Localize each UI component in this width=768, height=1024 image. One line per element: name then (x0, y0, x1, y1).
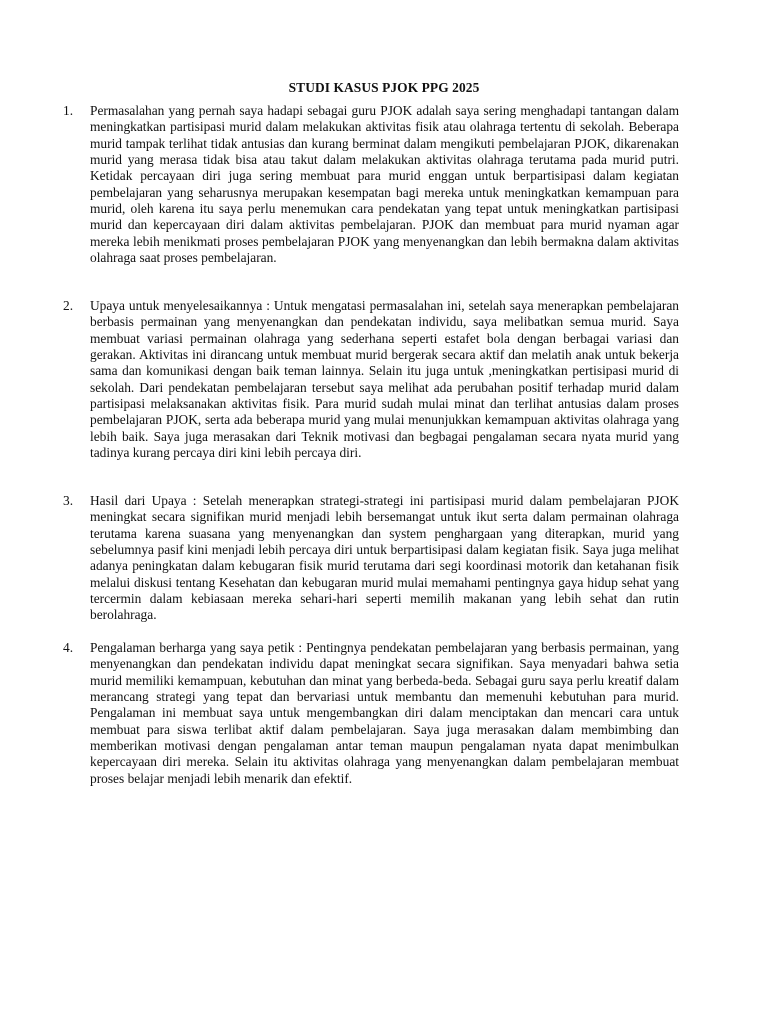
numbered-item (63, 640, 679, 787)
item-number: 1. (63, 103, 74, 118)
item-paragraph: Pengalaman berharga yang saya petik : Pentingnya pendekatan pembelajaran yang berbasis permainan, yang menyenangkan dan pendekatan individu dapat meningkat secara signifikan. Saya menyadari bahwa setia murid memiliki kemampuan, kebutuhan dan minat yang berbeda-beda. Sebagai guru saya perlu kreatif dalam merancang strategi yang tepat dan bervariasi untuk membantu dan memenuhi kebutuhan para murid. Pengalaman ini membuat saya untuk mengembangkan diri dalam menciptakan dan mencari cara untuk membuat para siswa terlibat aktif dalam pembelajaran. Saya juga merasakan dalam membimbing dan memberikan motivasi dengan pengalaman antar teman maupun pengalaman nyata dapat menimbulkan kepercayaan diri mereka. Selain itu aktivitas olahraga yang menyenangkan dalam pembelajaran membuat proses belajar menjadi lebih menarik dan efektif. (90, 640, 679, 786)
numbered-item (63, 298, 679, 461)
numbered-item (63, 493, 679, 624)
item-paragraph: Permasalahan yang pernah saya hadapi sebagai guru PJOK adalah saya sering menghadapi tantangan dalam meningkatkan partisipasi murid dalam melakukan aktivitas fisik atau olahraga tertentu di sekolah. Beberapa murid tampak terlihat tidak antusias dan kurang berminat dalam mengikuti pembelajaran PJOK, dikarenakan murid yang merasa tidak bisa atau takut dalam melakukan aktivitas olahraga terutama pada murid putri. Ketidak percayaan diri juga sering membuat para murid enggan untuk berpartisipasi dalam kegiatan pembelajaran yang seharusnya merupakan kesempatan bagi mereka untuk meningkatkan kemampuan para murid, oleh karena itu saya perlu menemukan cara pendekatan yang tepat untuk meningkatkan partisipasi murid dan kepercayaan diri dalam aktivitas pembelajaran. PJOK dan membuat para murid nyaman agar mereka lebih menikmati proses pembelajaran PJOK yang menyenangkan dan lebih bermakna dalam aktivitas olahraga saat proses pembelajaran. (90, 103, 679, 265)
item-number: 3. (63, 493, 74, 508)
document-title: STUDI KASUS PJOK PPG 2025 (288, 80, 480, 95)
item-paragraph: Upaya untuk menyelesaikannya : Untuk mengatasi permasalahan ini, setelah saya menerapkan pembelajaran berbasis permainan yang menyenangkan dan pendekatan individu, saya melibatkan semua murid. Saya membuat variasi permainan olahraga yang sederhana seperti estafet bola dengan berbagai variasi dan gerakan. Aktivitas ini dirancang untuk membuat murid bergerak secara aktif dan melatih anak untuk bekerja sama dan komunikasi dengan baik teman lainnya. Selain itu juga untuk ,meningkatkan pertisipasi murid di sekolah. Dari pendekatan pembelajaran tersebut saya melihat ada perubahan positif terhadap murid dalam partisipasi melaksanakan aktivitas fisik. Para murid sudah mulai minat dan terlihat antusias dalam proses pembelajaran PJOK, serta ada beberapa murid yang mulai menunjukkan kemampuan aktivitas olahraga yang lebih baik. Saya juga merasakan dari Teknik motivasi dan begbagai pengalaman secara nyata murid yang tadinya kurang percaya diri kini lebih percaya diri. (90, 298, 679, 460)
item-paragraph: Hasil dari Upaya : Setelah menerapkan strategi-strategi ini partisipasi murid dalam pembelajaran PJOK meningkat secara signifikan murid menjadi lebih bersemangat untuk ikut serta dalam permainan olahraga terutama karena suasana yang menyenangkan dan system penghargaan yang diterapkan, murid yang sebelumnya pasif kini menjadi lebih percaya diri untuk berpartisipasi dalam kegiatan fisik. Saya juga melihat adanya peningkatan dalam kebugaran fisik murid terutama dari segi koordinasi motorik dan ketahanan fisik melalui diskusi tentang Kesehatan dan kebugaran murid mulai memahami pentingnya gaya hidup sehat yang tercermin dalam kebiasaan mereka sehari-hari seperti memilih makanan yang lebih sehat dan rutin berolahraga. (90, 493, 679, 623)
item-number: 2. (63, 298, 74, 313)
item-number: 4. (63, 640, 74, 655)
numbered-item (63, 103, 679, 266)
